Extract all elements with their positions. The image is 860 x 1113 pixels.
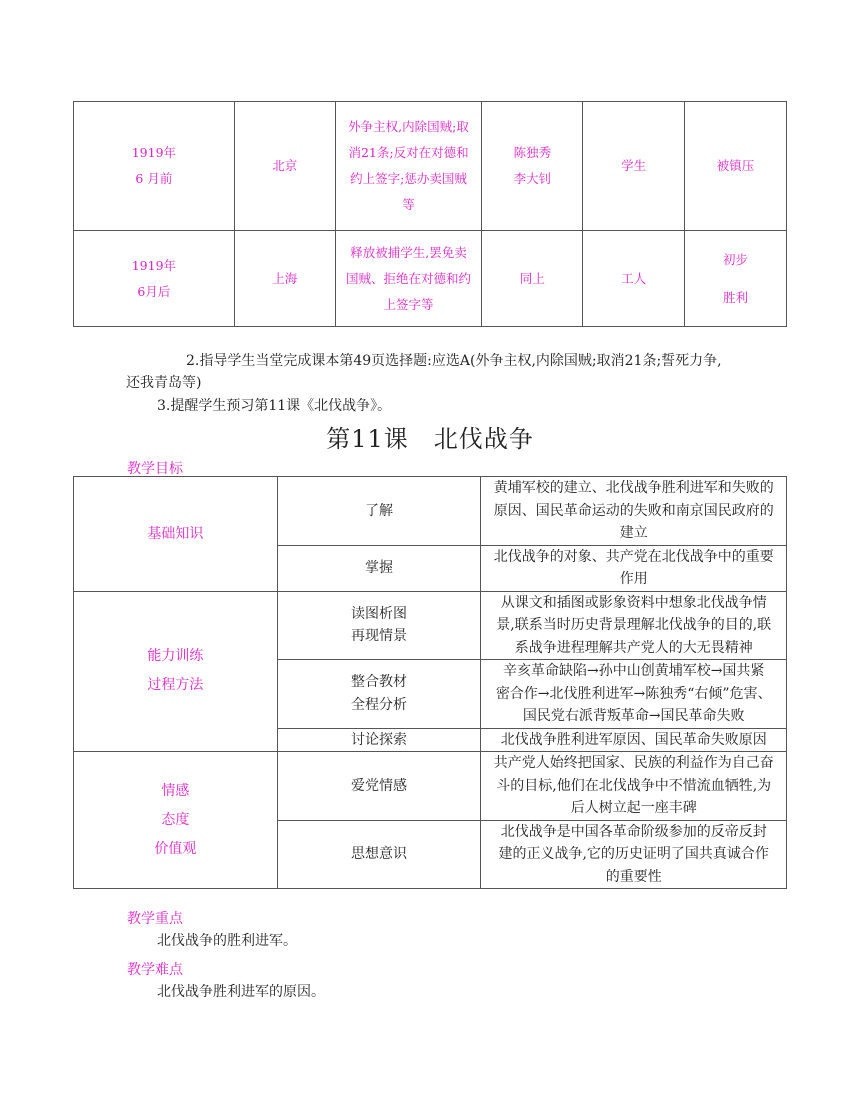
subcategory-cell: 掌握 [277,545,481,591]
time-cell: 1919年 6月后 [74,231,235,327]
table-row [74,477,787,546]
place-cell: 上海 [234,231,335,327]
force-cell: 学生 [583,102,685,231]
instruction-item-2-line-2: 还我青岛等) [126,375,202,391]
instruction-item-2-line-1: 2.指导学生当堂完成课本第49页选择题:应选A(外争主权,内除国贼;取消21条;誓死力争, [186,353,722,369]
slogan-cell: 释放被捕学生,罢免卖 国贼、拒绝在对德和约 上签字等 [335,231,482,327]
objectives-table [73,476,787,889]
leader-cell: 同上 [482,231,583,327]
difficulty-text: 北伐战争胜利进军的原因。 [157,984,325,1000]
subcategory-cell: 爱党情感 [277,752,481,821]
subcategory-cell: 读图析图 再现情景 [277,591,481,660]
subcategory-cell: 了解 [277,477,481,546]
subcategory-cell: 讨论探索 [277,728,481,752]
description-cell: 北伐战争胜利进军原因、国民革命失败原因 [481,728,787,752]
key-point-text: 北伐战争的胜利进军。 [157,933,297,949]
instruction-item-3: 3.提醒学生预习第11课《北伐战争》。 [157,398,392,414]
description-cell: 北伐战争是中国各革命阶级参加的反帝反封 建的正义战争,它的历史证明了国共真诚合作 的重要性 [481,820,787,889]
table-row [74,752,787,821]
subcategory-cell: 整合教材 全程分析 [277,660,481,729]
category-cell: 能力训练 过程方法 [74,591,278,752]
leader-cell: 陈独秀 李大钊 [482,102,583,231]
result-cell: 初步 胜利 [685,231,787,327]
time-cell: 1919年 6 月前 [74,102,235,231]
place-cell: 北京 [234,102,335,231]
key-point-heading: 教学重点 [127,911,183,927]
objectives-heading: 教学目标 [127,461,183,477]
force-cell: 工人 [583,231,685,327]
lesson-title: 第11课 北伐战争 [326,425,534,453]
table-row [74,102,787,231]
difficulty-heading: 教学难点 [127,962,183,978]
movement-table [73,101,787,327]
result-cell: 被镇压 [685,102,787,231]
table-row [74,231,787,327]
description-cell: 从课文和插图或影象资料中想象北伐战争情 景,联系当时历史背景理解北伐战争的目的,联 系战争进程理解共产党人的大无畏精神 [481,591,787,660]
subcategory-cell: 思想意识 [277,820,481,889]
table-row [74,591,787,660]
slogan-cell: 外争主权,内除国贼;取 消21条;反对在对德和 约上签字;惩办卖国贼 等 [335,102,482,231]
description-cell: 北伐战争的对象、共产党在北伐战争中的重要 作用 [481,545,787,591]
description-cell: 共产党人始终把国家、民族的利益作为自己奋 斗的目标,他们在北伐战争中不惜流血牺牲,为 后人树立起一座丰碑 [481,752,787,821]
category-cell: 情感 态度 价值观 [74,752,278,889]
category-cell: 基础知识 [74,477,278,592]
description-cell: 黄埔军校的建立、北伐战争胜利进军和失败的 原因、国民革命运动的失败和南京国民政府的 建立 [481,477,787,546]
description-cell: 辛亥革命缺陷→孙中山创黄埔军校→国共紧 密合作→北伐胜利进军→陈独秀“右倾”危害、 国民党右派背叛革命→国民革命失败 [481,660,787,729]
